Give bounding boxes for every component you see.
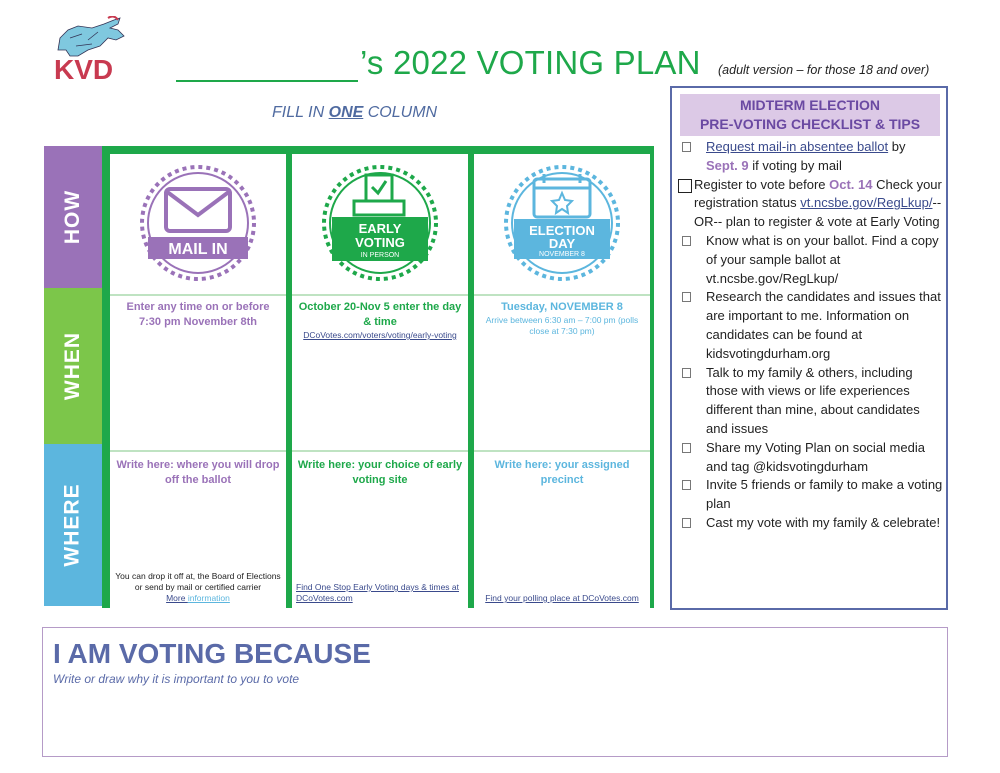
- badge-text: MAIL IN: [168, 241, 228, 258]
- how-cell-early: [292, 154, 468, 292]
- checkbox[interactable]: [678, 179, 692, 193]
- item6-text: Share my Voting Plan on social media and tag @kidsvotingdurham: [706, 439, 925, 474]
- item5-text: Talk to my family & others, including those with views or life experiences different than mine, about candidates and issues: [706, 364, 920, 436]
- column-election-day[interactable]: [474, 154, 650, 608]
- because-title: I AM VOTING BECAUSE: [53, 638, 371, 669]
- voting-because-box[interactable]: [42, 627, 948, 757]
- checklist-item: [680, 439, 944, 477]
- row-label-when: [44, 288, 102, 444]
- badge-line-3: NOVEMBER 8: [539, 251, 585, 258]
- item8-text: Cast my vote with my family & celebrate!: [706, 514, 941, 530]
- item4-text: Research the candidates and issues that are important to me. Information on candidates can be found at kidsvotingdurham.org: [706, 289, 941, 361]
- item3-text: Know what is on your ballot. Find a copy of your sample ballot at vt.ncsbe.gov/RegLkup/: [706, 232, 939, 286]
- checklist-item: [680, 138, 944, 176]
- row-label-how: [44, 146, 102, 288]
- fill-suffix: COLUMN: [363, 104, 438, 121]
- when-text: October 20-Nov 5 enter the day & time: [298, 301, 462, 328]
- fill-bold: ONE: [328, 104, 364, 121]
- checkbox[interactable]: [682, 480, 691, 490]
- item2-b: Check your registration status: [694, 176, 942, 211]
- pre-voting-checklist: [670, 86, 948, 610]
- page-title: [176, 44, 701, 82]
- checklist-items: [680, 138, 944, 533]
- when-cell-early: [292, 294, 468, 448]
- absentee-ballot-link[interactable]: Request mail-in absentee ballot: [706, 139, 889, 154]
- registration-link[interactable]: vt.ncsbe.gov/RegLkup/: [800, 195, 933, 211]
- badge-line-1: EARLY: [358, 221, 402, 236]
- checklist-title-1: MIDTERM ELECTION: [740, 97, 880, 113]
- checkbox[interactable]: [682, 518, 691, 528]
- checkbox[interactable]: [682, 368, 691, 378]
- kvd-logo: [48, 16, 138, 84]
- item2-c: --OR-- plan to register & vote at Early Voting: [694, 195, 942, 230]
- because-subtitle: Write or draw why it is important to you to vote: [53, 672, 300, 686]
- checklist-item: [680, 232, 944, 288]
- row-label-where: [44, 444, 102, 606]
- election-day-badge: [500, 161, 624, 285]
- checklist-item: [680, 288, 944, 363]
- item7-text: Invite 5 friends or family to make a voting plan: [706, 477, 943, 512]
- checkbox[interactable]: [682, 292, 691, 302]
- fill-prefix: FILL IN: [272, 104, 329, 121]
- checkbox[interactable]: [682, 236, 691, 246]
- how-cell-mail: [110, 154, 286, 292]
- when-label: WHEN: [61, 331, 85, 401]
- early-voting-sites-link[interactable]: Find One Stop Early Voting days & times at DCoVotes.com: [296, 582, 459, 603]
- how-cell-election: [474, 154, 650, 292]
- mail-in-badge: [136, 161, 260, 285]
- title-text: ’s 2022 VOTING PLAN: [360, 44, 701, 81]
- checklist-item: [680, 514, 944, 533]
- badge-line-1: ELECTION: [529, 223, 595, 238]
- badge-line-3: IN PERSON: [360, 252, 400, 259]
- where-foot-text: You can drop it off at, the Board of Elections or send by mail or certified carrier: [115, 571, 281, 592]
- where-cell-early[interactable]: [292, 450, 468, 608]
- column-early-voting[interactable]: [292, 154, 468, 608]
- item1-date: Sept. 9: [706, 157, 749, 173]
- where-prompt: Write here: your assigned precinct: [494, 459, 630, 486]
- where-cell-mail[interactable]: [110, 450, 286, 608]
- checklist-item: [680, 176, 944, 232]
- early-voting-badge: [318, 161, 442, 285]
- item2-a: Register to vote before: [694, 176, 830, 192]
- more-link[interactable]: More: [166, 593, 188, 603]
- checkbox[interactable]: [682, 443, 691, 453]
- subtitle: (adult version – for those 18 and over): [718, 63, 930, 77]
- where-footnote: [114, 571, 282, 604]
- logo-text: KVD: [54, 54, 114, 84]
- checkbox[interactable]: [682, 142, 691, 152]
- badge-line-2: VOTING: [355, 235, 405, 250]
- where-cell-election[interactable]: [474, 450, 650, 608]
- voting-plan-grid: [102, 146, 654, 608]
- item2-date: Oct. 14: [829, 176, 873, 192]
- when-cell-election: [474, 294, 650, 448]
- where-label: WHERE: [61, 483, 85, 567]
- how-label: HOW: [60, 189, 84, 245]
- fill-in-instruction: [272, 104, 437, 122]
- bull-icon: [58, 16, 124, 56]
- checklist-item: [680, 364, 944, 439]
- checklist-item: [680, 476, 944, 514]
- badge-line-2: DAY: [548, 236, 576, 251]
- item1-by: by: [888, 139, 906, 154]
- checklist-title-2: PRE-VOTING CHECKLIST & TIPS: [699, 116, 921, 132]
- when-cell-mail: [110, 294, 286, 448]
- where-prompt: Write here: where you will drop off the ballot: [116, 459, 280, 486]
- information-link[interactable]: information: [187, 593, 230, 603]
- when-subtext: Arrive between 6:30 am – 7:00 pm (polls close at 7:30 pm): [485, 315, 639, 336]
- checklist-header: [680, 94, 940, 136]
- polling-place-link[interactable]: Find your polling place at DCoVotes.com: [485, 593, 639, 603]
- when-text: Tuesday, NOVEMBER 8: [501, 301, 623, 313]
- name-blank[interactable]: [176, 52, 358, 82]
- early-voting-link[interactable]: DCoVotes.com/voters/voting/early-voting: [303, 330, 457, 340]
- when-text: Enter any time on or before 7:30 pm November 8th: [126, 301, 270, 328]
- column-mail-in[interactable]: [110, 154, 286, 608]
- where-prompt: Write here: your choice of early voting site: [297, 459, 463, 486]
- item1-rest: if voting by mail: [748, 157, 842, 173]
